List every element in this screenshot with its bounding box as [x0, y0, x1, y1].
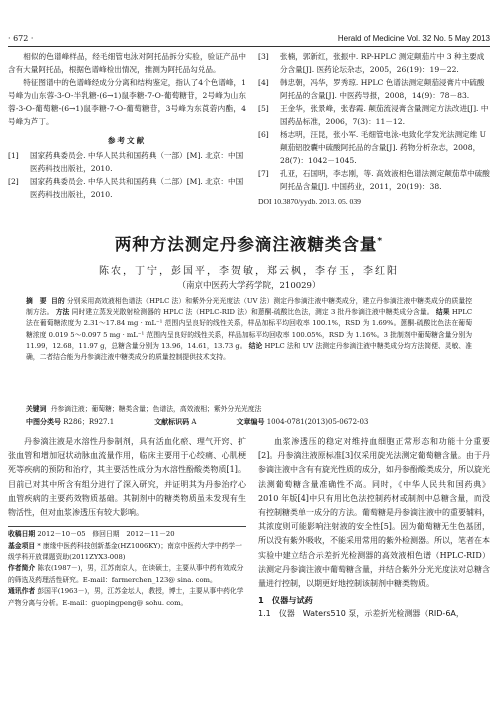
footnote-text: * 康缘中医药科技创新基金(HZ1006KY)；南京中医药大学中药学一级学科开放课题资助(2011ZYX3-008): [8, 541, 242, 562]
reference-item: [258, 50, 490, 76]
abstract-result: HPLC 法在葡萄糖浓度为 2.31～17.84 mg · mL⁻¹ 范围内呈良好的线性关系，样品加标平均回收率 100.1%，RSD 为 1.69%。蒽酮-硫酸比色法在葡萄糖浓度 0.019 5～0.097 5 mg · mL⁻¹ 范围内呈良好的线性关系，样品加标平均回收率 100.05%，RSD 为 1.16%。3 批制剂中葡萄糖含量分别为 11.99，12.68，11.97 g，总糖含量分别为 13.96，14.61，13.73 g。: [26, 308, 473, 350]
reference-text: 杨志明，汪昆，张小军. 毛细管电泳-电致化学发光法测定维 U 颠茄铝胶囊中硫酸阿托品的含量[J]. 药物分析杂志，2008，28(7)：1042－1045.: [280, 130, 487, 165]
journal-info: Herald of Medicine Vol. 32 No. 5 May 2013: [337, 34, 490, 43]
footnote-label: 基金项目: [8, 541, 36, 550]
classification-line: [26, 417, 472, 427]
conclusion-label: 结论: [248, 341, 263, 350]
abstract: [26, 296, 472, 363]
footnote: [8, 586, 246, 609]
subsection-heading: 1.1 仪器 Waters510 泵，示差折光检测器（RID-6A，: [258, 609, 464, 619]
intro-paragraph: 血浆渗透压的稳定对维持血细胞正常形态和功能十分重要[2]。丹参滴注液原标准[3]仅采用旋光法测定葡萄糖含量。由于丹参滴注液中含有有旋光性质的成分，如丹参酚酸类成分，所以旋光法测葡萄糖含量准确性不高。同时，《中华人民共和国药典》2010 年版[4]中只有用比色法控制药材或制剂中总糖含量，而没有控制糖类单一成分的方法。葡萄糖是丹参滴注液中的重要辅料，其浓度则可能影响注射液的安全性[5]。因为葡萄糖无生色基团，所以没有紫外吸收，不能采用常用的紫外检测器。所以，笔者在本实验中建立结合示差折光检测器的高效液相色谱（HPLC-RID）法测定丹参滴注液中葡萄糖含量，并结合紫外分光光度法对总糖含量进行控制，以期更好地控制该制剂中糖类物质。: [258, 437, 490, 589]
body-left-column: [8, 435, 246, 609]
footnote: [8, 529, 246, 540]
reference-item: [8, 175, 246, 201]
reference-text: 国家药典委员会. 中华人民共和国药典（一部）[M]. 北京：中国医药科技出版社，2010.: [30, 151, 244, 173]
article-title-text: 两种方法测定丹参滴注液糖类含量: [114, 235, 378, 254]
references-heading: 参考文献: [107, 136, 147, 145]
doi: DOI 10.3870/yydb. 2013. 05. 039: [258, 197, 361, 206]
reference-item: [258, 167, 490, 193]
title-footnote-mark: *: [377, 236, 384, 247]
footnote: [8, 563, 246, 586]
abstract-goal: 分别采用高效液相色谱法（HPLC 法）和紫外分光光度法（UV 法）测定丹参滴注液中糖类成分，建立丹参滴注液中糖类成分的质量控制方法。: [26, 297, 473, 317]
intro-paragraph: 丹参滴注液是水溶性丹参制剂，具有活血化瘀、理气开窍、扩张血管和增加冠状动脉血流量作用，临床主要用于心绞痛、心肌梗死等疾病的预防和治疗，其主要活性成分为水溶性酚酸类物质[1]。目前已对其中所含有组分进行了深入研究，并证明其为丹参治疗心血管疾病的主要药效物质基础。其制剂中的糖类物质虽未发现有生物活性，但对血浆渗透压有较大影响。: [8, 437, 246, 518]
keywords-label: 关键词: [26, 405, 47, 413]
reference-number: [4]: [258, 78, 269, 87]
footnote-text: 彭国平(1963－)，男，江苏金坛人，教授，博士，主要从事中药化学产物分离与分析。E-mail：guopingpeng@ sohu. com。: [8, 587, 244, 607]
authors: 陈农，丁宁，彭国平，李贺敏，郑云枫，李存玉，李红阳: [99, 266, 399, 277]
paragraph: 相似的色谱峰样品，经毛细管电泳对阿托品拆分实验，验证产品中含有大量阿托品，根据色谱峰检出情况，推测为阿托品勾兑品。: [8, 52, 246, 74]
reference-text: 国家药典委员会. 中华人民共和国药典（二部）[M]. 北京：中国医药科技出版社，2010.: [30, 177, 244, 199]
reference-number: [5]: [258, 104, 269, 113]
footnote-text: 陈农(1987－)，男，江苏南京人，在读硕士，主要从事中药有效成分的筛选及药理活性研究。E-mail：farmerchen_123@ sina. com。: [8, 564, 244, 584]
abstract-label: 摘 要: [26, 297, 47, 305]
keywords-text: 丹参滴注液；葡萄糖；糖类含量；色谱法，高效液相；紫外分光光度法: [50, 405, 262, 413]
reference-text: 王金华，张景峰，张春霞. 颠茄流浸膏含量测定方法改进[J]. 中国药品标准，2006，7(3)：11－12.: [280, 104, 489, 126]
reference-number: [7]: [258, 169, 269, 178]
reference-number: [3]: [258, 52, 269, 61]
reference-number: [6]: [258, 130, 269, 139]
reference-text: 张楠，郭新红，张振中. RP-HPLC 测定颠茄片中 3 种主要成分含量[J]. 医药论坛杂志，2005，26(19)：19－22.: [280, 52, 485, 74]
page-number: · 672 ·: [8, 34, 34, 43]
article-no-label: 文章编号: [236, 417, 265, 426]
clc-label: 中图分类号: [26, 417, 61, 426]
article-no-value: 1004-0781(2013)05-0672-03: [266, 418, 369, 426]
reference-text: 孔亚，石国明，李志刚，等. 高效液相色谱法测定颠茄草中硫酸阿托品含量[J]. 中国药业，2011，20(19)：38.: [280, 169, 490, 191]
page-header: [8, 34, 490, 44]
method-label: 方法: [55, 308, 70, 317]
footnote-label: 通讯作者: [8, 587, 36, 596]
doc-code-value: A: [191, 418, 197, 426]
footnotes: [8, 526, 246, 609]
abstract-conclusion: HPLC 法和 UV 法测定丹参滴注液中糖类成分均方法简便、灵敏、准确，二者结合能为丹参滴注液中糖类成分的质量控制提供技术支持。: [26, 341, 472, 362]
doc-code-label: 文献标识码: [154, 417, 190, 426]
right-column-top: [258, 50, 490, 208]
footnote-label: 收稿日期: [8, 530, 36, 539]
reference-number: [1]: [8, 151, 19, 160]
header-rule: [8, 46, 490, 47]
result-label: 结果: [435, 308, 450, 317]
reference-item: [258, 128, 490, 167]
paragraph: 特征图谱中的色谱峰经成分分离和结构鉴定，指认了4个色谱峰，1号峰为山东蓉-3-O-半乳糖-(6→1)鼠李糖-7-O-葡萄糖苷，2号峰为山东蓉-3-O-葡萄糖-(6→1)鼠李糖-7-O-葡萄糖苷，3号峰为东莨菪内酯，4号峰为芦丁。: [8, 78, 246, 126]
footnote-text: 2012－10－05 修回日期 2012－11－20: [37, 530, 175, 539]
reference-item: [258, 102, 490, 128]
footnote: [8, 541, 246, 564]
affiliation: （南京中医药大学药学院，210029）: [177, 281, 321, 291]
left-column-top: [8, 50, 246, 201]
reference-number: [2]: [8, 177, 19, 186]
goal-label: 目的: [51, 297, 65, 305]
clc-value: R286；R927.1: [63, 418, 115, 426]
article-title: [0, 231, 498, 255]
reference-item: [8, 149, 246, 175]
abstract-method: 同时建立蒸发光散射检测器的 HPLC 法（HPLC-RID 法）和蒽酮-硫酸比色法，测定 3 批丹参滴注液中糖类成分含量。: [71, 308, 434, 317]
reference-item: [258, 76, 490, 102]
section-heading: 1 仪器与试药: [258, 595, 313, 606]
body-right-column: [258, 435, 490, 622]
footnote-label: 作者简介: [8, 564, 36, 573]
keywords: [26, 404, 472, 415]
reference-text: 韩忠朝，冯华，罗秀琼. HPLC 色谱法测定颠茄浸膏片中硫酸阿托品的含量[J]. 中医药导报，2008，14(9)：78－83.: [280, 78, 485, 100]
